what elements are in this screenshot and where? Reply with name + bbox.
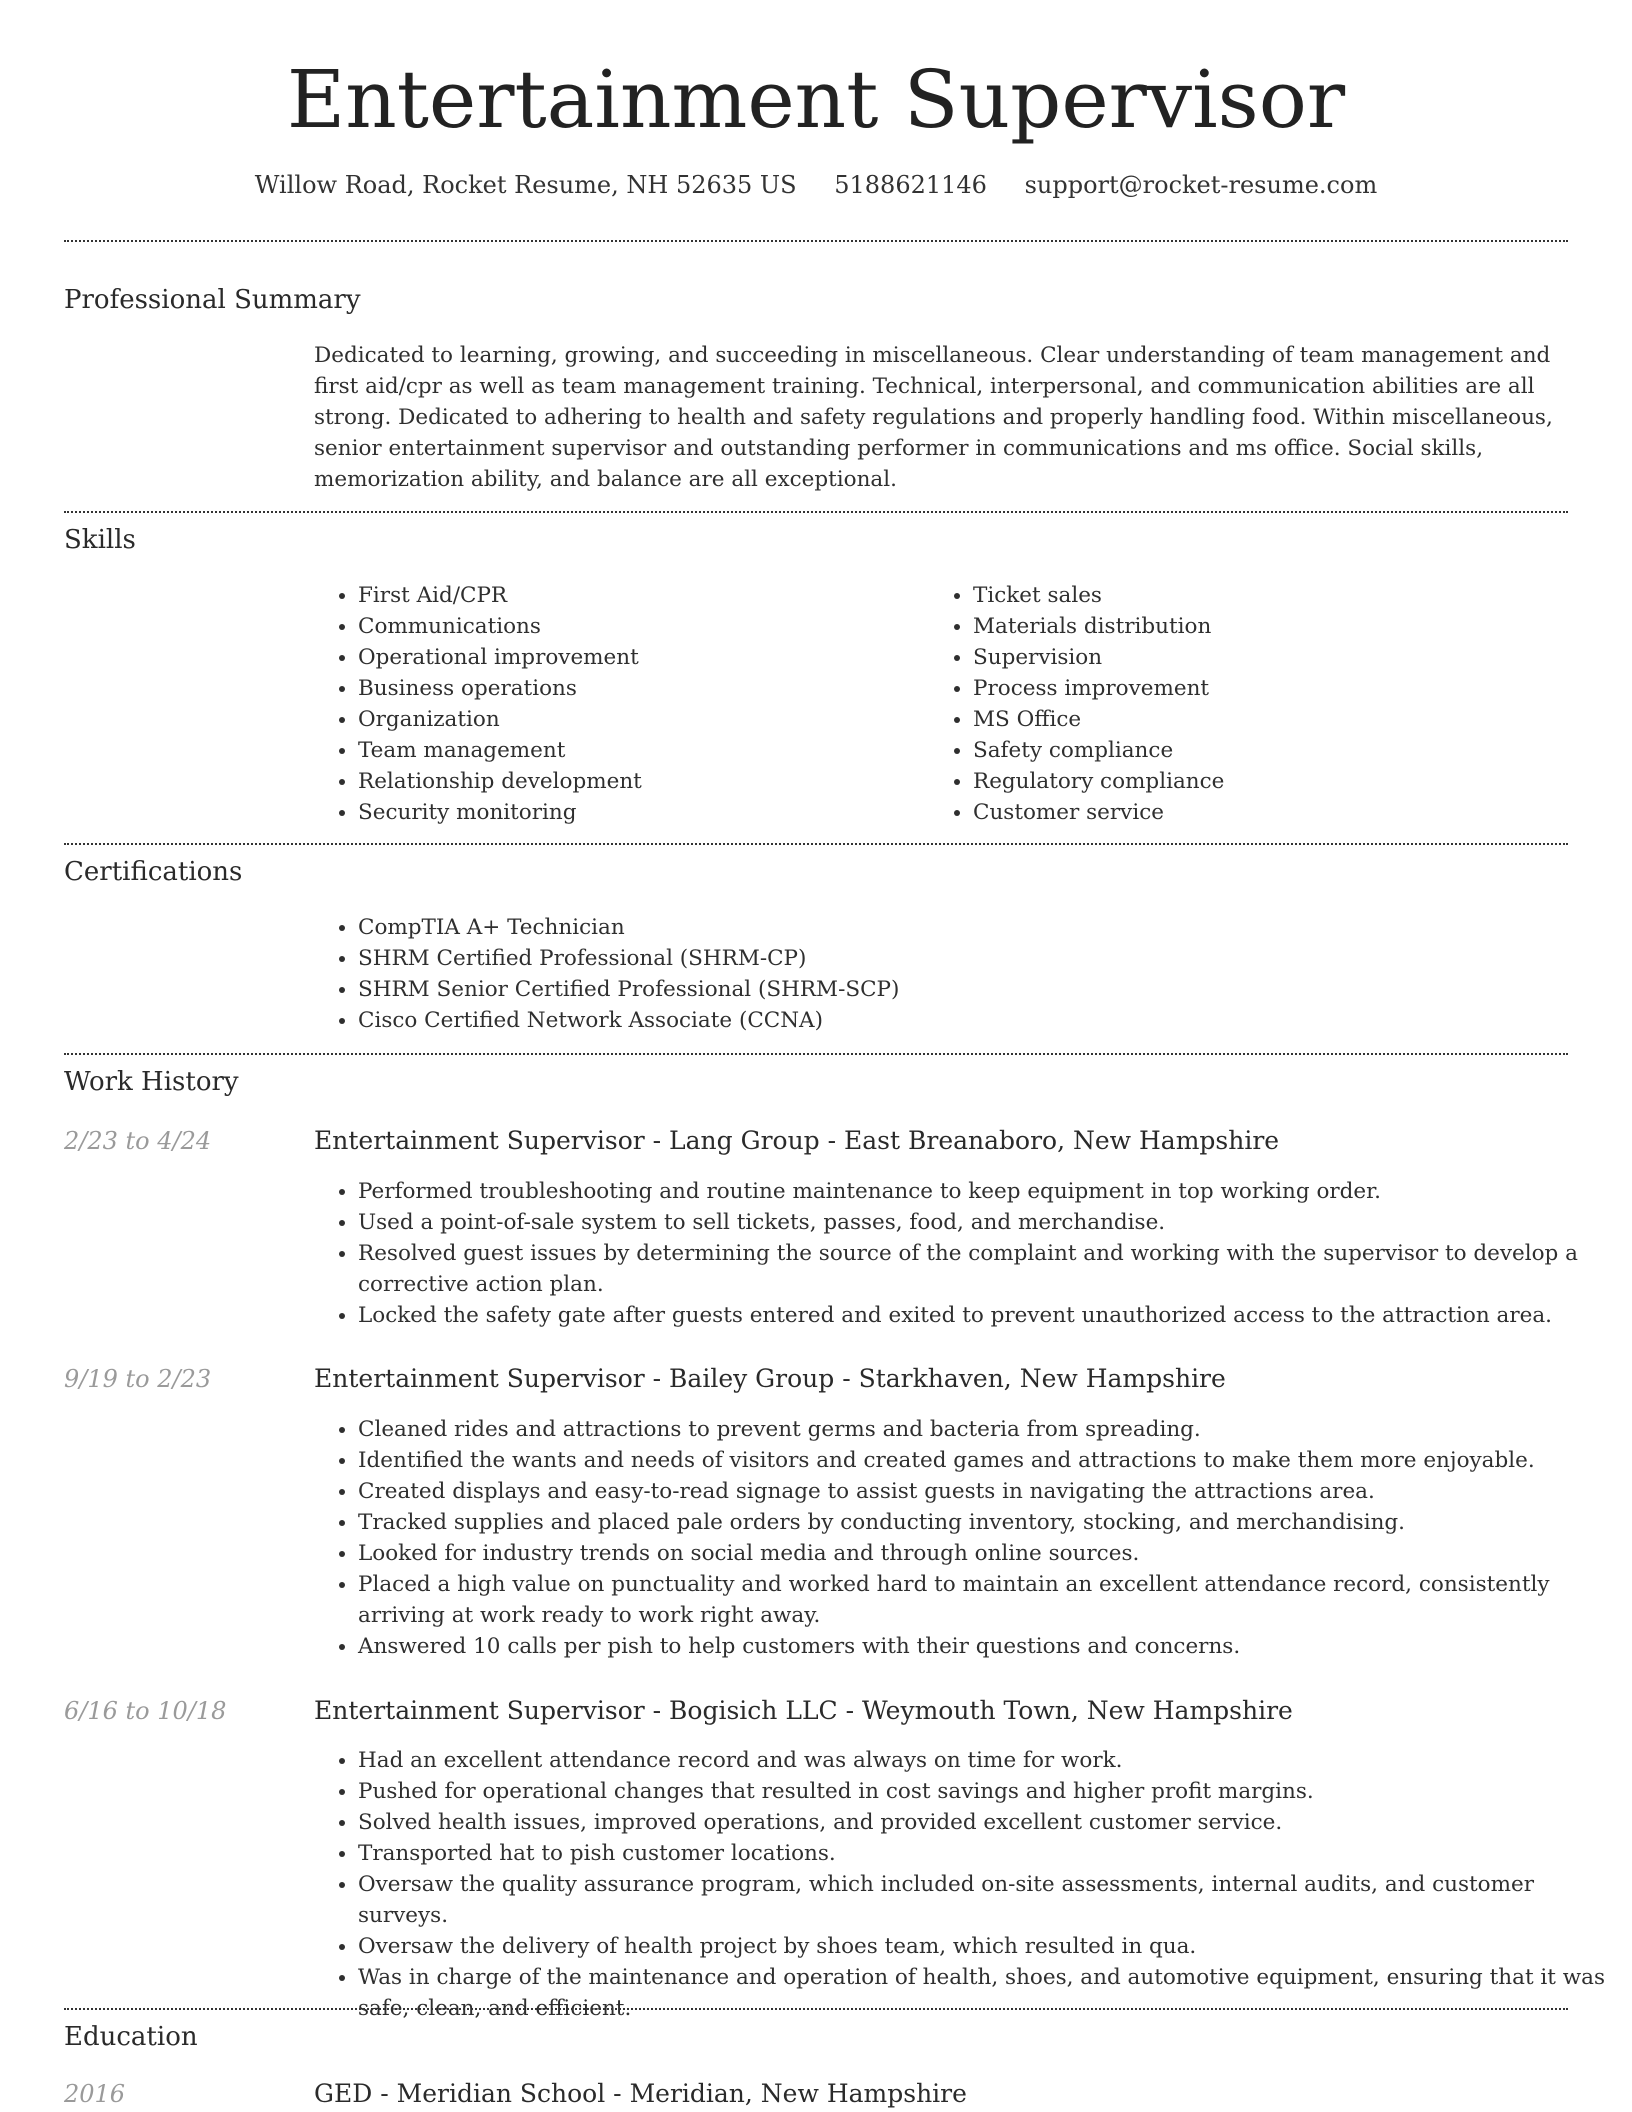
skill-item: • Materials distribution <box>973 611 1573 642</box>
job-bullet: • Tracked supplies and placed pale orders by conducting inventory, stocking, and merchandising. <box>358 1507 1614 1538</box>
skill-item: • Ticket sales <box>973 580 1573 611</box>
job-bullet: • Locked the safety gate after guests entered and exited to prevent unauthorized access to the attraction area. <box>358 1300 1614 1331</box>
certification-item: • Cisco Certified Network Associate (CCNA) <box>358 1005 1558 1036</box>
skill-item: • Process improvement <box>973 673 1573 704</box>
skill-item: • Customer service <box>973 797 1573 828</box>
job-dates: 9/19 to 2/23 <box>64 1365 212 1393</box>
job-bullet: • Answered 10 calls per pish to help customers with their questions and concerns. <box>358 1631 1614 1662</box>
certification-item: • SHRM Certified Professional (SHRM-CP) <box>358 943 1558 974</box>
skill-item: • MS Office <box>973 704 1573 735</box>
certification-item: • CompTIA A+ Technician <box>358 912 1558 943</box>
address: Willow Road, Rocket Resume, NH 52635 US <box>254 171 797 199</box>
job-bullets <box>314 1414 1614 1662</box>
job-dates: 2/23 to 4/24 <box>64 1127 212 1155</box>
job-bullet: • Had an excellent attendance record and was always on time for work. <box>358 1745 1614 1776</box>
job-bullets <box>314 1176 1614 1331</box>
job-bullet: • Used a point-of-sale system to sell tickets, passes, food, and merchandise. <box>358 1207 1614 1238</box>
section-title-certifications: Certifications <box>64 857 243 887</box>
phone: 5188621146 <box>834 171 987 199</box>
job-title: Entertainment Supervisor - Bogisich LLC - Weymouth Town, New Hampshire <box>314 1696 1293 1725</box>
job-bullet: • Transported hat to pish customer locations. <box>358 1838 1614 1869</box>
email: support@rocket-resume.com <box>1024 171 1378 199</box>
skill-item: • Security monitoring <box>358 797 928 828</box>
divider <box>64 511 1568 513</box>
job-bullet: • Performed troubleshooting and routine maintenance to keep equipment in top working order. <box>358 1176 1614 1207</box>
skill-item: • Regulatory compliance <box>973 766 1573 797</box>
education-dates: 2016 <box>64 2080 126 2108</box>
job-bullet: • Created displays and easy-to-read signage to assist guests in navigating the attractions area. <box>358 1476 1614 1507</box>
job-bullet: • Solved health issues, improved operations, and provided excellent customer service. <box>358 1807 1614 1838</box>
skill-item: • First Aid/CPR <box>358 580 928 611</box>
skill-item: • Team management <box>358 735 928 766</box>
skill-item: • Business operations <box>358 673 928 704</box>
job-bullet: • Looked for industry trends on social media and through online sources. <box>358 1538 1614 1569</box>
section-title-summary: Professional Summary <box>64 285 361 315</box>
section-title-work-history: Work History <box>64 1067 239 1097</box>
skills-list-right <box>929 580 1573 828</box>
skill-item: • Organization <box>358 704 928 735</box>
job-bullet: • Oversaw the delivery of health project by shoes team, which resulted in qua. <box>358 1931 1614 1962</box>
job-bullet: • Resolved guest issues by determining the source of the complaint and working with the supervisor to develop a corrective action plan. <box>358 1238 1614 1300</box>
divider <box>64 1053 1568 1055</box>
skill-item: • Operational improvement <box>358 642 928 673</box>
contact-line <box>0 168 1632 202</box>
skill-item: • Supervision <box>973 642 1573 673</box>
job-bullet: • Placed a high value on punctuality and worked hard to maintain an excellent attendance record, consistently arriving at work ready to work right away. <box>358 1569 1614 1631</box>
skills-list-left <box>314 580 928 828</box>
summary-text: Dedicated to learning, growing, and succeeding in miscellaneous. Clear understanding of team management and first aid/cpr as well as team management training. Technical, interpersonal, and communication abilities are all strong. Dedicated to adhering to health and safety regulations and properly handling food. Within miscellaneous, senior entertainment supervisor and outstanding performer in communications and ms office. Social skills, memorization ability, and balance are all exceptional. <box>314 343 1553 492</box>
job-bullet: • Cleaned rides and attractions to prevent germs and bacteria from spreading. <box>358 1414 1614 1445</box>
skill-item: • Relationship development <box>358 766 928 797</box>
divider <box>64 2008 1568 2010</box>
education-title: GED - Meridian School - Meridian, New Hampshire <box>314 2079 967 2108</box>
job-bullets <box>314 1745 1614 2024</box>
job-dates: 6/16 to 10/18 <box>64 1697 227 1725</box>
candidate-name: Entertainment Supervisor <box>286 53 1346 146</box>
certification-item: • SHRM Senior Certified Professional (SHRM-SCP) <box>358 974 1558 1005</box>
job-bullet: • Pushed for operational changes that resulted in cost savings and higher profit margins. <box>358 1776 1614 1807</box>
section-title-education: Education <box>64 2022 198 2052</box>
divider <box>64 843 1568 845</box>
skill-item: • Safety compliance <box>973 735 1573 766</box>
certifications-list <box>314 912 1558 1036</box>
divider <box>64 240 1568 242</box>
job-bullet: • Was in charge of the maintenance and operation of health, shoes, and automotive equipment, ensuring that it was safe, clean, and efficient. <box>358 1962 1614 2024</box>
job-bullet: • Identified the wants and needs of visitors and created games and attractions to make them more enjoyable. <box>358 1445 1614 1476</box>
job-bullet: • Oversaw the quality assurance program, which included on-site assessments, internal audits, and customer surveys. <box>358 1869 1614 1931</box>
job-title: Entertainment Supervisor - Lang Group - East Breanaboro, New Hampshire <box>314 1126 1280 1155</box>
section-title-skills: Skills <box>64 525 136 555</box>
skill-item: • Communications <box>358 611 928 642</box>
job-title: Entertainment Supervisor - Bailey Group - Starkhaven, New Hampshire <box>314 1364 1226 1393</box>
